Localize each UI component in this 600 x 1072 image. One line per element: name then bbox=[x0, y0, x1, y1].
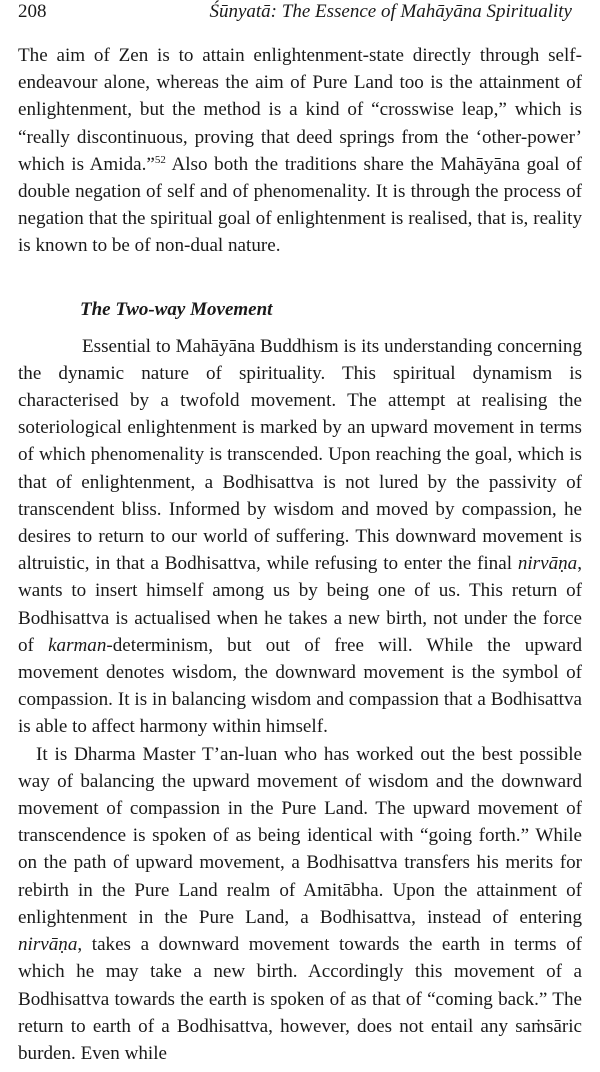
term-karman: karman bbox=[48, 634, 107, 656]
body-text bbox=[18, 42, 582, 1067]
paragraph-3 bbox=[18, 741, 582, 1067]
running-title: Śūnyatā: The Essence of Mahāyāna Spirituality bbox=[209, 1, 572, 22]
paragraph-1 bbox=[18, 42, 582, 260]
term-nirvana: nirvāṇa bbox=[517, 553, 578, 575]
paragraph-1-text-a: The aim of Zen is to attain enlightenment-state directly through self-endeavour alone, whereas the aim of Pure Land too is the attainment of enlightenment, but the method is a kind of “crosswise leap,” which is “really discontinuous, proving that deed springs from the ‘other-power’ which is Amida.” bbox=[18, 45, 582, 175]
page-number: 208 bbox=[18, 1, 47, 22]
section-heading: The Two-way Movement bbox=[80, 298, 273, 320]
paragraph-3-text-b: , takes a downward movement towards the earth in terms of which he may take a new birth. Accordingly this movement of a Bodhisattva towards the earth is spoken of as that of “coming back.” The return to earth of a Bodhisattva, however, does not entail any saṁsāric burden. Even while bbox=[18, 934, 582, 1064]
paragraph-2-text-b: , wants to insert himself among us by being one of us. This return of Bodhisattva is actualised when he takes a new birth, not under the force of bbox=[18, 553, 582, 656]
footnote-ref-52: 52 bbox=[154, 153, 166, 166]
paragraph-3-text-a: It is Dharma Master T’an-luan who has worked out the best possible way of balancing the upward movement of wisdom and the downward movement of compassion in the Pure Land. The upward movement of transcendence is spoken of as being identical with “going forth.” While on the path of upward movement, a Bodhisattva transfers his merits for rebirth in the Pure Land realm of Amitābha. Upon the attainment of enlightenment in the Pure Land, a Bodhisattva, instead of entering bbox=[18, 743, 582, 928]
term-nirvana: nirvāṇa bbox=[18, 934, 78, 956]
paragraph-2 bbox=[18, 333, 582, 741]
paragraph-1-text-b: Also both the traditions share the Mahāyāna goal of double negation of self and of phenomenality. It is through the process of negation that the spiritual goal of enlightenment is realised, that is, reality is known to be of non-dual nature. bbox=[18, 153, 583, 257]
paragraph-2-text-a: Essential to Mahāyāna Buddhism is its understanding concerning the dynamic nature of spirituality. This spiritual dynamism is characterised by a twofold movement. The attempt at realising the soteriological enlightenment is marked by an upward movement in terms of which phenomenality is transcended. Upon reaching the goal, which is that of enlightenment, a Bodhisattva is not lured by the passivity of transcendent bliss. Informed by wisdom and moved by compassion, he desires to return to our world of suffering. This downward movement is altruistic, in that a Bodhisattva, while refusing to enter the final bbox=[18, 335, 582, 575]
paragraph-2-text-c: -determinism, but out of free will. While the upward movement denotes wisdom, the downward movement is the symbol of compassion. It is in balancing wisdom and compassion that a Bodhisattva is able to affect harmony within himself. bbox=[18, 634, 582, 738]
running-head bbox=[18, 0, 572, 24]
